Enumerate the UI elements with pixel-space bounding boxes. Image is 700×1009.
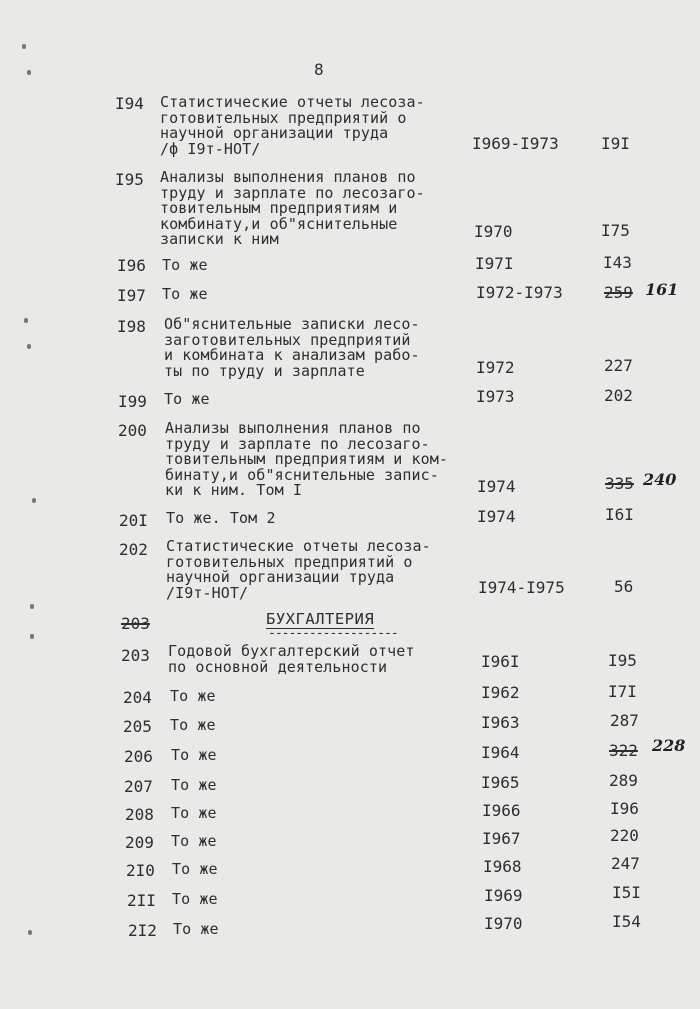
entry-years: I962 bbox=[481, 683, 520, 702]
entry-years: I969 bbox=[484, 886, 523, 905]
entry-description: То же bbox=[164, 390, 210, 408]
entry-count: I54 bbox=[612, 912, 641, 931]
entry-count: I75 bbox=[601, 221, 630, 240]
entry-count-struck: 322 bbox=[609, 741, 638, 760]
binding-mark bbox=[30, 634, 34, 639]
binding-mark bbox=[30, 604, 34, 609]
entry-years: I967 bbox=[482, 829, 521, 848]
entry-years: I968 bbox=[483, 857, 522, 876]
entry-number: 200 bbox=[118, 421, 147, 440]
section-underline: ------------------- bbox=[268, 626, 398, 641]
entry-count: 287 bbox=[610, 711, 639, 730]
entry-count: 56 bbox=[614, 577, 634, 596]
entry-number: 20I bbox=[119, 511, 148, 530]
entry-years: I970 bbox=[474, 222, 513, 241]
entry-description: Об"яснительные записки лесо- заготовительных предприятий и комбината к анализам рабо- ты по труду и зарплате bbox=[164, 315, 420, 380]
entry-number: 2I0 bbox=[126, 861, 155, 880]
entry-years: I97I bbox=[475, 254, 514, 273]
entry-description: Анализы выполнения планов по труду и зарплате по лесозаго- товительным предприятиям и ком- бинату,и об"яснительные запис- ки к ним. Том I bbox=[165, 419, 449, 499]
binding-mark bbox=[32, 498, 36, 503]
entry-years: I974 bbox=[477, 507, 516, 526]
entry-count-struck: 259 bbox=[604, 283, 633, 302]
entry-number: 203 bbox=[121, 646, 150, 665]
entry-description: Статистические отчеты лесоза- готовительных предприятий о научной организации труда /I9т-НОТ/ bbox=[166, 537, 431, 602]
entry-description: То же. Том 2 bbox=[166, 509, 276, 527]
entry-description: То же bbox=[162, 256, 208, 274]
page-number: 8 bbox=[314, 60, 324, 79]
entry-count: 289 bbox=[609, 771, 638, 790]
entry-years: I963 bbox=[481, 713, 520, 732]
binding-mark bbox=[27, 70, 31, 75]
entry-years: I970 bbox=[484, 914, 523, 933]
entry-count: I96 bbox=[610, 799, 639, 818]
entry-description: Годовой бухгалтерский отчет по основной деятельности bbox=[168, 642, 415, 676]
entry-description: То же bbox=[172, 860, 218, 878]
entry-years: I974-I975 bbox=[478, 578, 565, 597]
entry-description: Статистические отчеты лесоза- готовительных предприятий о научной организации труда /ф I9т-НОТ/ bbox=[160, 93, 425, 158]
entry-number: 208 bbox=[125, 805, 154, 824]
section-title: БУХГАЛТЕРИЯ bbox=[266, 610, 375, 628]
entry-description: То же bbox=[171, 832, 217, 850]
entry-number: I95 bbox=[115, 170, 144, 189]
entry-years: I969-I973 bbox=[472, 134, 559, 153]
entry-number: 204 bbox=[123, 688, 152, 707]
entry-count: I43 bbox=[603, 253, 632, 272]
binding-mark bbox=[27, 344, 31, 349]
entry-years: I972 bbox=[476, 358, 515, 377]
entry-count: 202 bbox=[604, 386, 633, 405]
entry-number: I98 bbox=[117, 317, 146, 336]
entry-description: То же bbox=[170, 687, 216, 705]
entry-number: 2I2 bbox=[128, 921, 157, 940]
entry-description: То же bbox=[171, 776, 217, 794]
entry-number: I94 bbox=[115, 94, 144, 113]
binding-mark bbox=[28, 930, 32, 935]
entry-description: То же bbox=[170, 716, 216, 734]
handwritten-count: 240 bbox=[643, 470, 677, 489]
entry-count: 227 bbox=[604, 356, 633, 375]
entry-count: 220 bbox=[610, 826, 639, 845]
entry-number: I96 bbox=[117, 256, 146, 275]
entry-description: То же bbox=[171, 746, 217, 764]
entry-count-struck: 335 bbox=[605, 474, 634, 493]
entry-count: I6I bbox=[605, 505, 634, 524]
entry-number: I97 bbox=[117, 286, 146, 305]
entry-number: 205 bbox=[123, 717, 152, 736]
entry-years: I964 bbox=[481, 743, 520, 762]
handwritten-count: 161 bbox=[645, 280, 679, 299]
entry-description: То же bbox=[173, 920, 219, 938]
entry-count: I9I bbox=[601, 134, 630, 153]
entry-number: 2II bbox=[127, 891, 156, 910]
entry-description: То же bbox=[172, 890, 218, 908]
entry-years: I965 bbox=[481, 773, 520, 792]
entry-years: I974 bbox=[477, 477, 516, 496]
entry-years: I966 bbox=[482, 801, 521, 820]
entry-number: 202 bbox=[119, 540, 148, 559]
binding-mark bbox=[24, 318, 28, 323]
entry-count: 247 bbox=[611, 854, 640, 873]
entry-count: I7I bbox=[608, 682, 637, 701]
entry-years: I972-I973 bbox=[476, 283, 563, 302]
struck-entry-number: 203 bbox=[121, 614, 150, 633]
entry-number: 207 bbox=[124, 777, 153, 796]
entry-years: I973 bbox=[476, 387, 515, 406]
entry-count: I5I bbox=[612, 883, 641, 902]
entry-description: То же bbox=[162, 285, 208, 303]
entry-description: Анализы выполнения планов по труду и зарплате по лесозаго- товительным предприятиям и комбинату,и об"яснительные записки к ним bbox=[160, 168, 425, 248]
entry-number: 206 bbox=[124, 747, 153, 766]
entry-description: То же bbox=[171, 804, 217, 822]
binding-mark bbox=[22, 44, 26, 49]
entry-count: I95 bbox=[608, 651, 637, 670]
handwritten-count: 228 bbox=[652, 736, 686, 755]
entry-number: I99 bbox=[118, 392, 147, 411]
entry-number: 209 bbox=[125, 833, 154, 852]
entry-years: I96I bbox=[481, 652, 520, 671]
